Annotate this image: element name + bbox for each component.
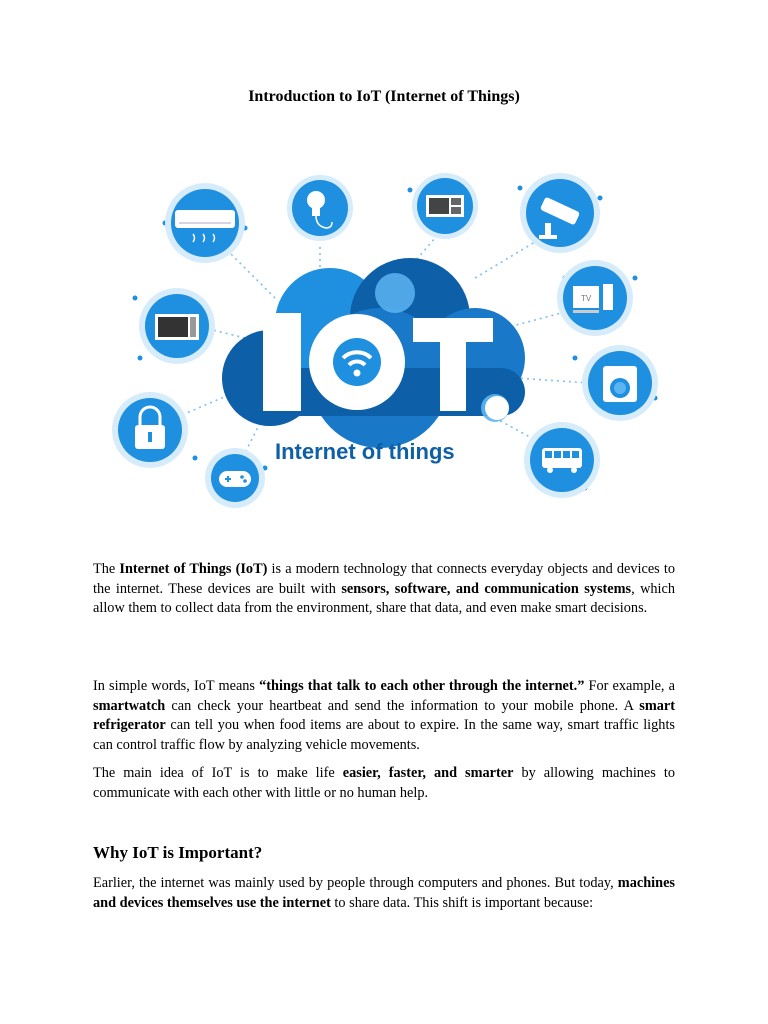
- simple-words-paragraph: In simple words, IoT means “things that talk to each other through the internet.” For example, a smartwatch can check your heartbeat and send the information to your mobile phone. A smart refrigerator can tell you when food items are about to expire. In the same way, smart traffic lights can control traffic flow by analyzing vehicle movements.: [93, 678, 675, 753]
- washing-machine-icon: [582, 345, 658, 421]
- security-camera-icon: [520, 173, 600, 253]
- document-title: Introduction to IoT (Internet of Things): [248, 88, 520, 105]
- iot-diagram: [95, 168, 675, 520]
- importance-paragraph: Earlier, the internet was mainly used by people through computers and phones. But today, machines and devices themselves use the internet to share data. This shift is important because:: [93, 875, 675, 911]
- bus-icon: [524, 422, 600, 498]
- tv-label: TV: [581, 294, 592, 303]
- main-idea-paragraph: The main idea of IoT is to make life easier, faster, and smarter by allowing machines to communicate with each other with little or no human help.: [93, 765, 675, 801]
- television-icon: [557, 260, 633, 336]
- light-bulb-icon: [287, 175, 353, 241]
- iot-cloud: [222, 258, 525, 464]
- air-conditioner-icon: [165, 183, 245, 263]
- iot-caption-text: Internet of things: [275, 439, 455, 464]
- intro-paragraph: The Internet of Things (IoT) is a modern technology that connects everyday objects and devices to the internet. These devices are built with sensors, software, and communication systems, which allow them to collect data from the environment, share that data, and even make smart decisions.: [93, 561, 676, 617]
- section-heading: Why IoT is Important?: [93, 843, 263, 862]
- lock-icon: [112, 392, 188, 468]
- iot-illustration: [95, 168, 675, 520]
- game-controller-icon: [205, 448, 265, 508]
- control-panel-icon: [412, 173, 478, 239]
- microwave-icon: [139, 288, 215, 364]
